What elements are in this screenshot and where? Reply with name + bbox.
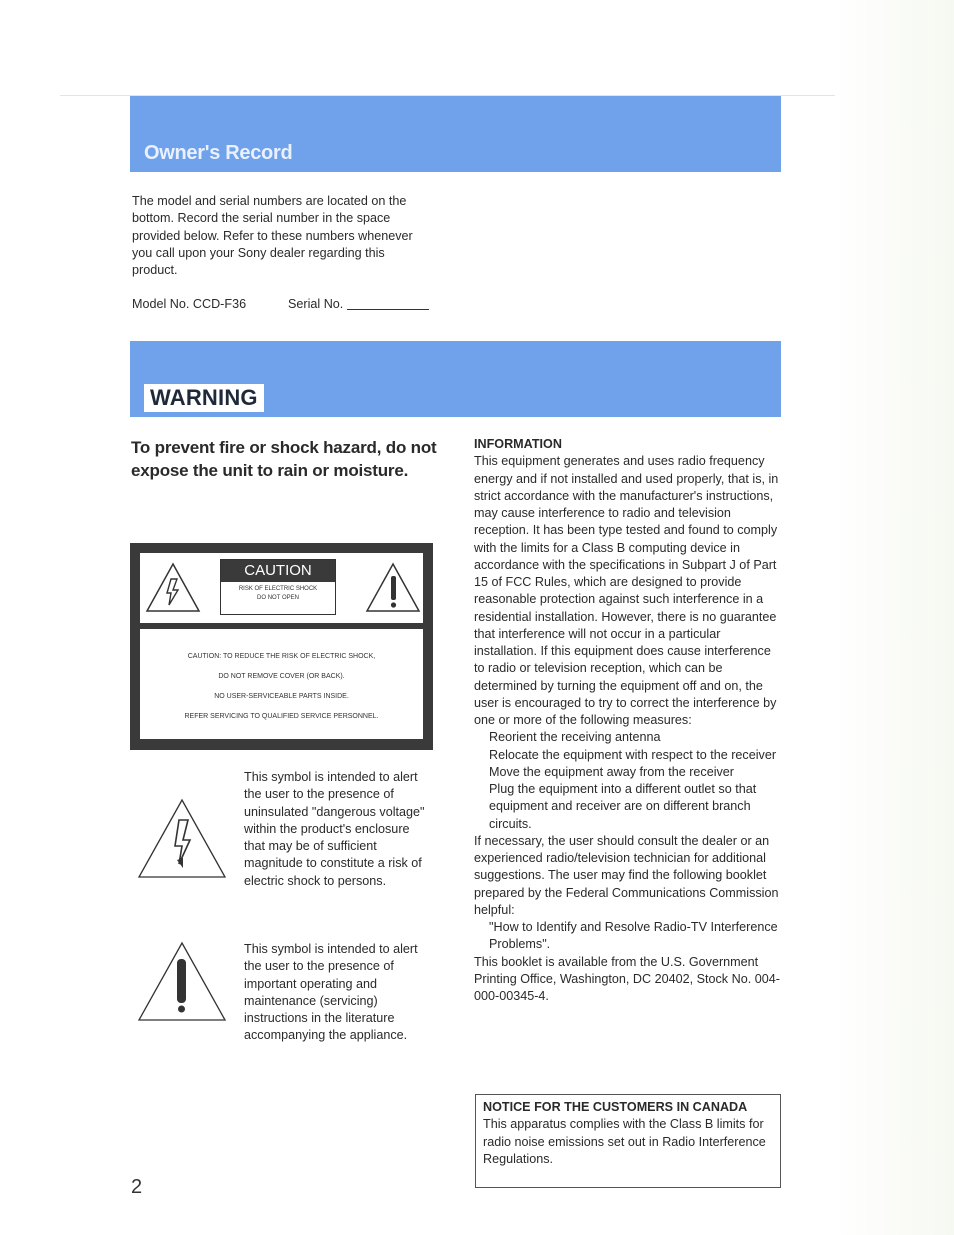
model-number: Model No. CCD-F36 [132, 297, 247, 311]
page-number: 2 [131, 1176, 143, 1198]
information-heading: INFORMATION [474, 437, 562, 451]
exclamation-symbol-icon [137, 941, 227, 1023]
caution-small-line: RISK OF ELECTRIC SHOCK [238, 586, 318, 592]
owners-record-paragraph: The model and serial numbers are located on the bottom. Record the serial number in the space provided below. Refer to these numbers whenever you call upon your Sony dealer regarding this product. [132, 194, 413, 278]
measure-item: Plug the equipment into a different outlet so that equipment and receiver are on different branch circuits. [489, 782, 757, 831]
caution-small-text [221, 585, 335, 603]
serial-number-blank [347, 309, 429, 310]
measure-item: Move the equipment away from the receiver [489, 764, 734, 779]
caution-line: NO USER-SERVICEABLE PARTS INSIDE. [214, 693, 349, 700]
serial-number-field [288, 297, 429, 311]
warning-banner [130, 341, 781, 417]
serial-number-label: Serial No. [288, 297, 344, 311]
page-edge-shading [834, 0, 954, 1235]
exclamation-warning-icon [364, 561, 422, 615]
exclamation-symbol-description: This symbol is intended to alert the user to the presence of important operating and maintenance (servicing) instructions in the literature accompanying the appliance. [244, 942, 418, 1043]
owners-record-banner [130, 96, 781, 172]
owners-record-title: Owner's Record [144, 142, 293, 164]
information-paragraph: If necessary, the user should consult the dealer or an experienced radio/television technician for additional suggestions. The user may find the following booklet prepared by the Federal Communications Commission helpful: [474, 833, 779, 917]
caution-panel-bottom [140, 629, 423, 739]
caution-line: DO NOT REMOVE COVER (OR BACK). [218, 673, 345, 680]
caution-panel-top [140, 553, 423, 623]
caution-small-line: DO NOT OPEN [257, 595, 299, 601]
canada-notice-heading: NOTICE FOR THE CUSTOMERS IN CANADA [483, 1100, 748, 1114]
lightning-symbol-description: This symbol is intended to alert the user to the presence of uninsulated "dangerous voltage" within the product's enclosure that may be of sufficient magnitude to constitute a risk of electric shock to persons. [244, 770, 425, 888]
warning-headline: To prevent fire or shock hazard, do not expose the unit to rain or moisture. [131, 438, 437, 480]
caution-label-box [220, 559, 336, 615]
information-paragraph: This booklet is available from the U.S. Government Printing Office, Washington, DC 20402, Stock No. 004-000-00345-4. [474, 954, 780, 1003]
caution-line: CAUTION: TO REDUCE THE RISK OF ELECTRIC SHOCK, [187, 653, 376, 660]
warning-title: WARNING [144, 384, 264, 412]
measure-item: Relocate the equipment with respect to the receiver [489, 747, 777, 762]
caution-label: CAUTION [221, 560, 335, 582]
information-section [474, 436, 780, 1005]
canada-notice-box [475, 1094, 781, 1188]
lightning-symbol-icon [137, 798, 227, 880]
canada-notice-text: This apparatus complies with the Class B limits for radio noise emissions set out in Radio Interference Regulations. [483, 1117, 766, 1166]
caution-text-lines [140, 647, 423, 727]
lightning-warning-icon [144, 561, 202, 615]
caution-label-panel [130, 543, 433, 750]
information-paragraph: This equipment generates and uses radio frequency energy and if not installed and used properly, that is, in strict accordance with the manufacturer's instructions, may cause interference to radio and television reception. It has been type tested and found to comply with the limits for a Class B computing device in accordance with the specifications in Subpart J of Part 15 of FCC Rules, which are designed to provide reasonable protection against such interference in a residential installation. However, there is no guarantee that interference will not occur in a particular installation. If this equipment does cause interference to radio or television reception, which can be determined by turning the equipment off and on, the user is encouraged to try to correct the interference by one or more of the following measures: [474, 454, 779, 727]
booklet-title: "How to Identify and Resolve Radio-TV Interference Problems". [489, 920, 778, 952]
measure-item: Reorient the receiving antenna [489, 730, 661, 745]
caution-line: REFER SERVICING TO QUALIFIED SERVICE PERSONNEL. [184, 713, 379, 720]
